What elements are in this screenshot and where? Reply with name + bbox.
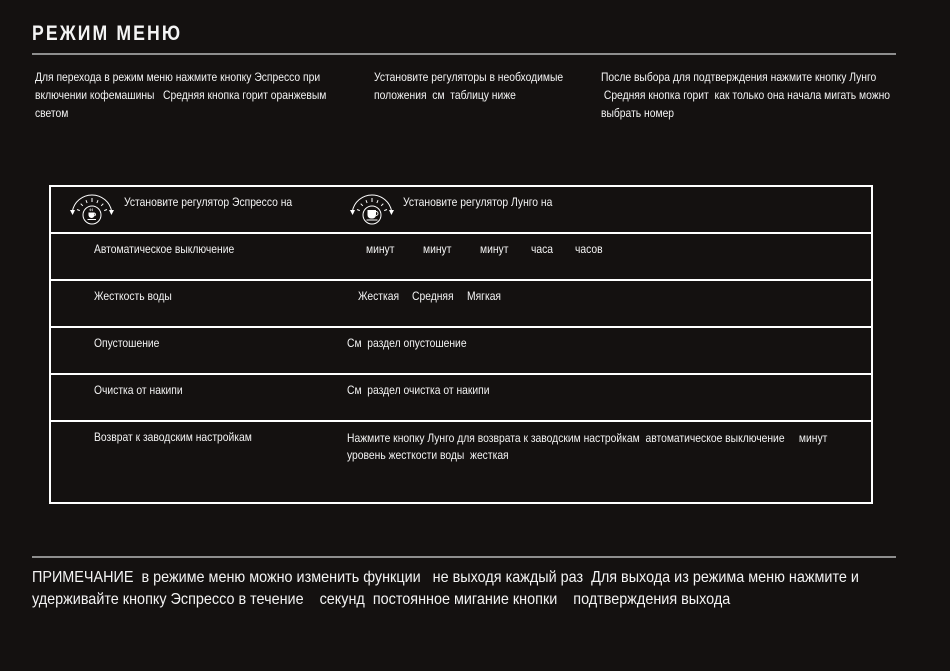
row-value: часа: [531, 242, 554, 256]
table-row-auto-off: [51, 234, 871, 281]
espresso-dial-label: Установите регулятор Эспрессо на: [124, 195, 293, 209]
row-value: Мягкая: [467, 289, 502, 303]
intro-step-1: [35, 68, 374, 122]
note-line-1: ПРИМЕЧАНИЕ в режиме меню можно изменить функции не выходя каждый раз Для выхода из режима меню нажмите и: [32, 569, 859, 586]
row-label: Очистка от накипи: [94, 383, 183, 397]
row-value: минут: [366, 242, 395, 256]
row-value: Средняя: [412, 289, 454, 303]
intro-step-1-line-1: Для перехода в режим меню нажмите кнопку Эспрессо при: [35, 70, 321, 84]
row-label: Возврат к заводским настройкам: [94, 430, 252, 444]
title-divider: [32, 53, 896, 55]
row-value-line-2: уровень жесткости воды жесткая: [347, 448, 509, 462]
table-header-row: [51, 187, 871, 234]
row-value: Жесткая: [358, 289, 400, 303]
intro-step-2-line-2: положения см таблицу ниже: [374, 88, 516, 102]
intro-step-3-line-1: После выбора для подтверждения нажмите кнопку Лунго: [601, 70, 877, 84]
row-value: См раздел очистка от накипи: [347, 383, 490, 397]
table-row-emptying: [51, 328, 871, 375]
note-block: [32, 567, 950, 611]
row-value: часов: [575, 242, 603, 256]
row-value: минут: [480, 242, 509, 256]
intro-step-1-line-3: светом: [35, 106, 69, 120]
intro-step-1-line-2: включении кофемашины Средняя кнопка горит оранжевым: [35, 88, 327, 102]
table-row-factory-reset: [51, 422, 871, 502]
lungo-dial-icon: [348, 189, 396, 229]
row-value: минут: [423, 242, 452, 256]
intro-step-2-line-1: Установите регуляторы в необходимые: [374, 70, 564, 84]
row-label: Опустошение: [94, 336, 160, 350]
lungo-dial-label: Установите регулятор Лунго на: [403, 195, 553, 209]
row-label: Автоматическое выключение: [94, 242, 235, 256]
intro-step-2: [374, 68, 594, 104]
note-divider: [32, 556, 896, 558]
row-value: См раздел опустошение: [347, 336, 467, 350]
row-label: Жесткость воды: [94, 289, 172, 303]
intro-step-3-line-3: выбрать номер: [601, 106, 675, 120]
table-row-descaling: [51, 375, 871, 422]
row-value: [347, 430, 906, 464]
settings-table: [49, 185, 873, 504]
note-line-2: удерживайте кнопку Эспрессо в течение секунд постоянное мигание кнопки подтверждения выхода: [32, 591, 731, 608]
intro-step-3: [601, 68, 937, 122]
table-row-water-hardness: [51, 281, 871, 328]
intro-step-3-line-2: Средняя кнопка горит как только она начала мигать можно: [601, 88, 891, 102]
espresso-dial-icon: [68, 189, 116, 229]
row-value-line-1: Нажмите кнопку Лунго для возврата к заводским настройкам автоматическое выключение минут: [347, 431, 828, 445]
page-title: РЕЖИМ МЕНЮ: [32, 22, 183, 45]
